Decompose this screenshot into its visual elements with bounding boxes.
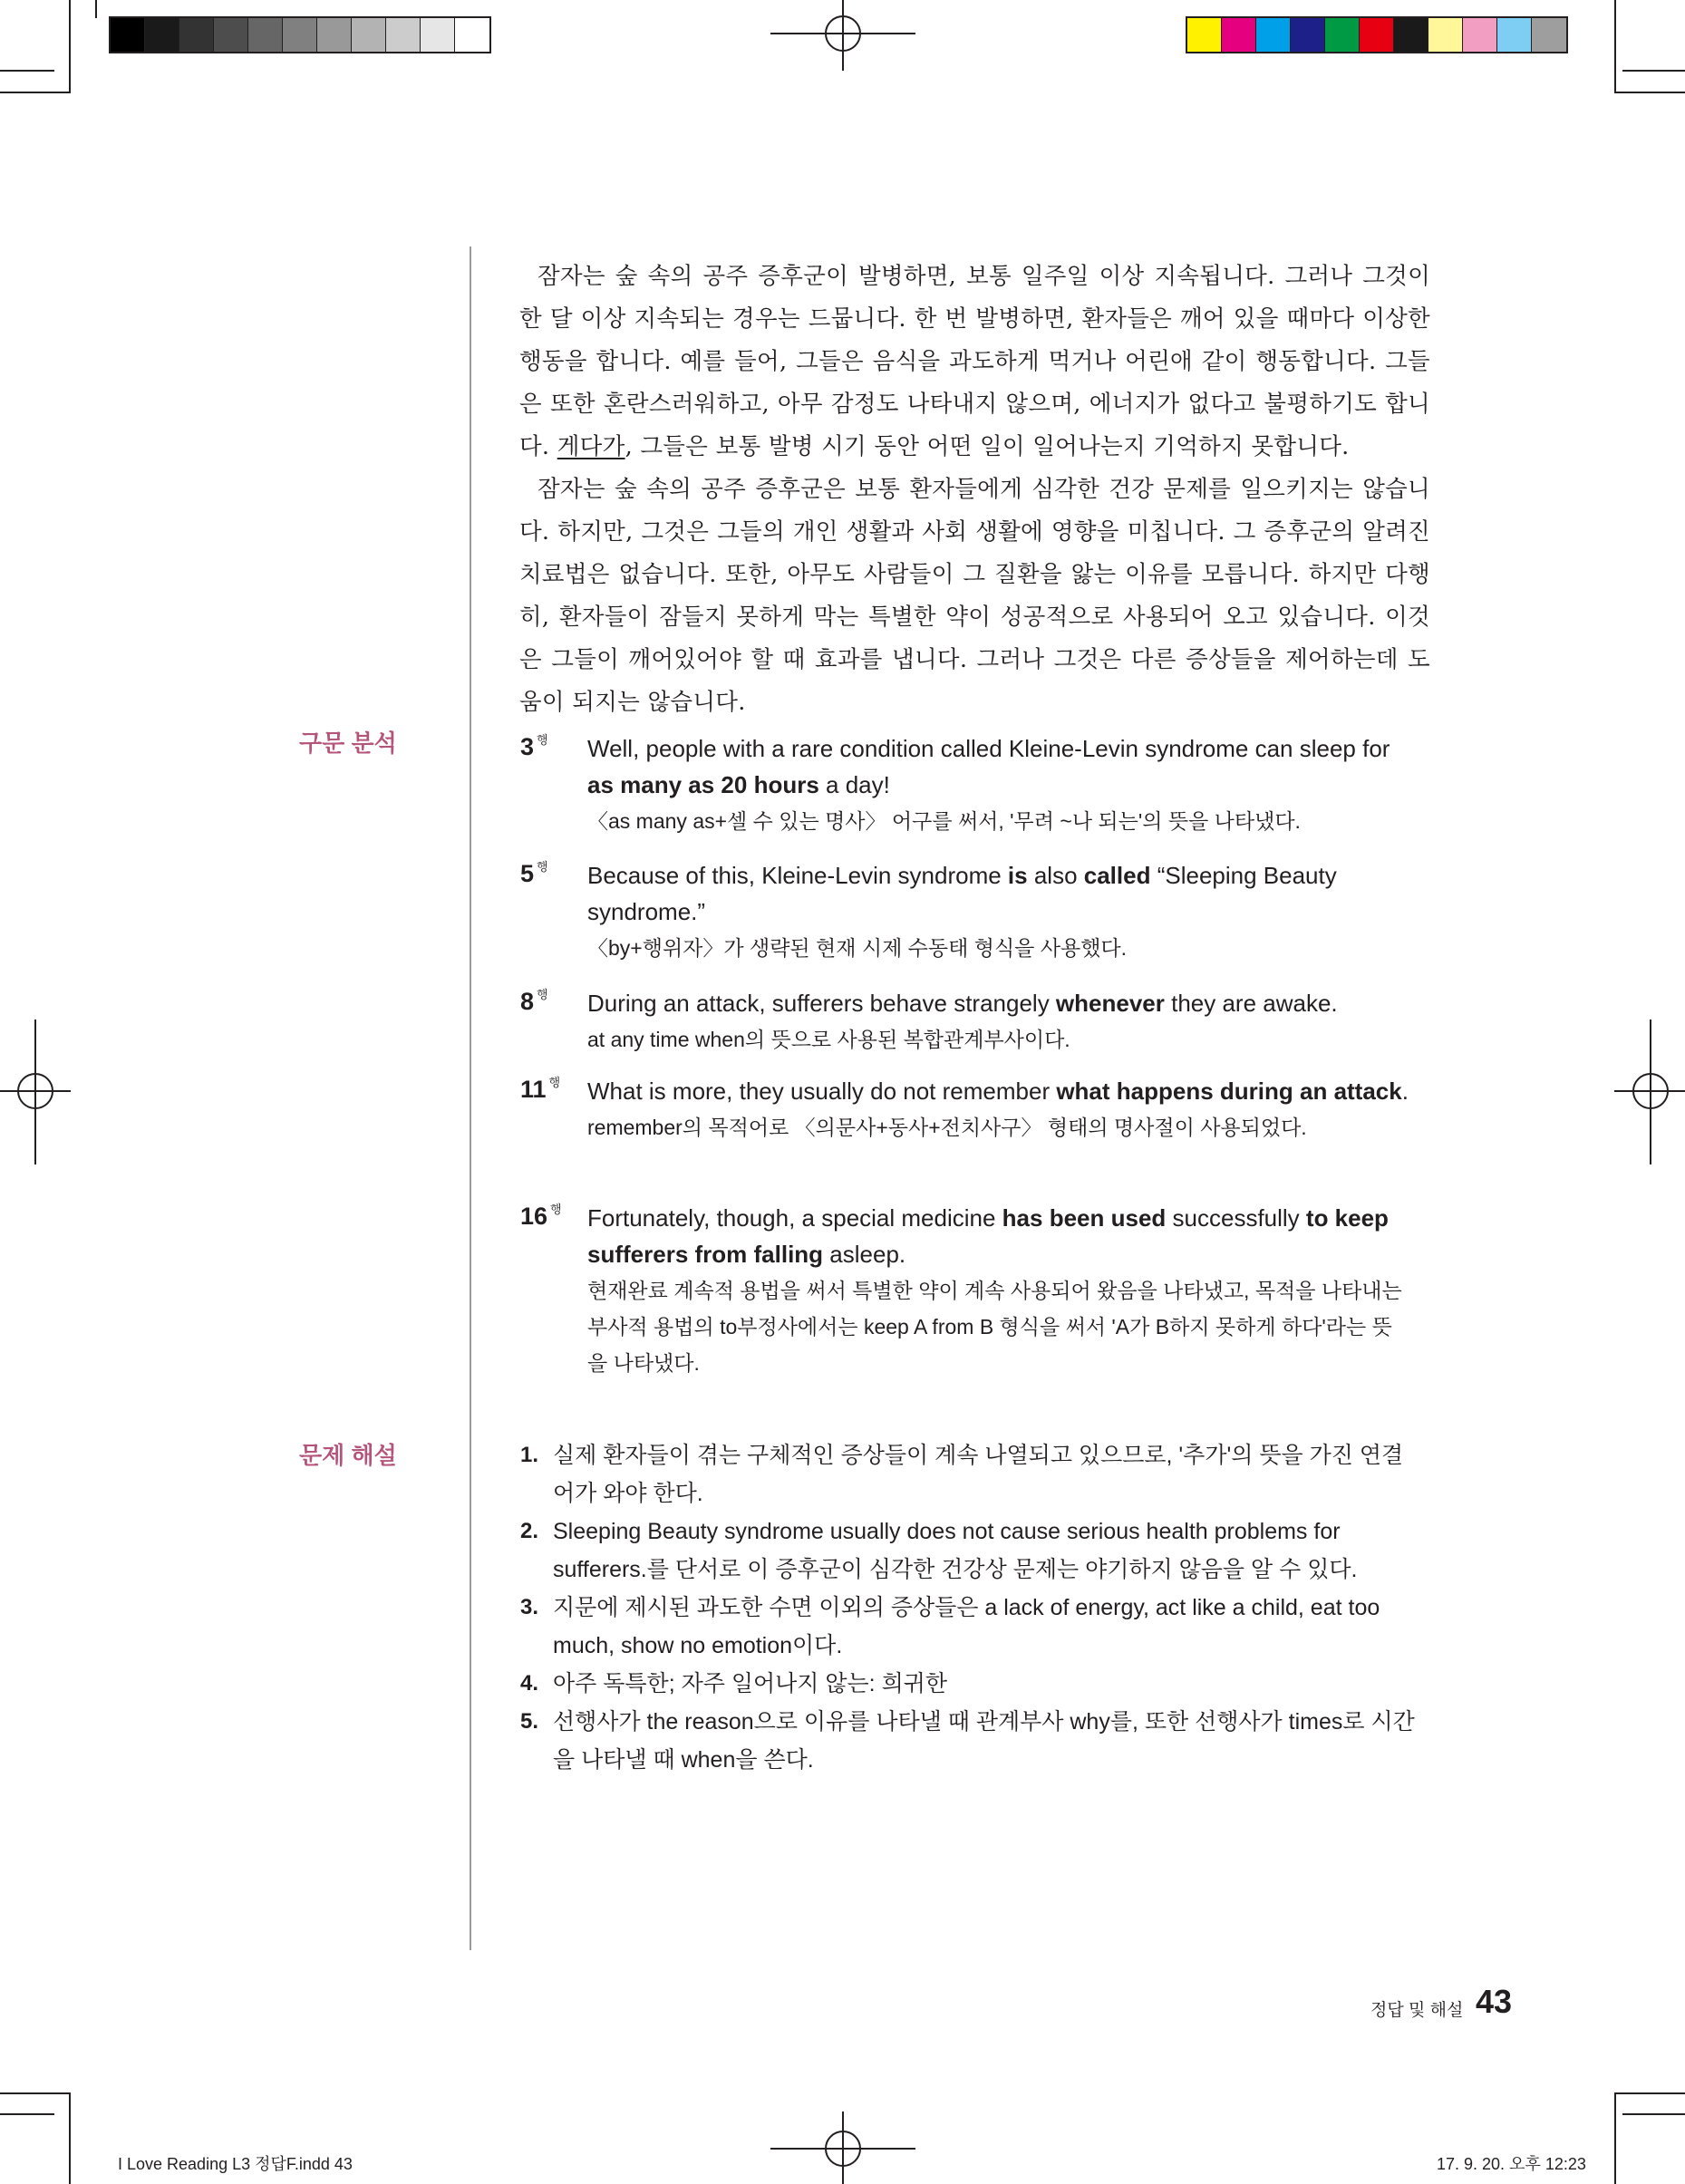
color-swatch: [1291, 18, 1325, 52]
translation-paragraph: [519, 256, 1430, 469]
bold-phrase: to keep sufferers from falling: [587, 1204, 1389, 1268]
bold-phrase: is: [1007, 862, 1028, 889]
line-unit: 행: [537, 988, 548, 1001]
bold-phrase: as many as 20 hours: [587, 771, 819, 798]
answer-number: 1.: [520, 1443, 539, 1467]
text-run: they are awake.: [1164, 990, 1338, 1017]
answer-text: 실제 환자들이 겪는 구체적인 증상들이 계속 나열되고 있으므로, '추가'의 뜻을 가진 연결어가 와야 한다.: [553, 1443, 1404, 1506]
bold-phrase: called: [1083, 862, 1151, 889]
answer-text: 선행사가 the reason으로 이유를 나타낼 때 관계부사 why를, 또한 선행사가 times로 시간을 나타낼 때 when을 쓴다.: [553, 1709, 1415, 1773]
answer-text: 아주 독특한; 자주 일어나지 않는: 희귀한: [553, 1671, 948, 1696]
column-divider: [470, 246, 471, 1950]
color-swatch: [283, 18, 317, 52]
color-swatch: [352, 18, 386, 52]
line-number: [520, 730, 548, 761]
color-swatch: [145, 18, 179, 52]
text-run: , 그들은 보통 발병 시기 동안 어떤 일이 일어나는지 기억하지 못합니다.: [625, 433, 1350, 460]
korean-translation: [519, 256, 1430, 724]
text-run: asleep.: [823, 1241, 906, 1268]
text-run: 잠자는 숲 속의 공주 증후군은 보통 환자들에게 심각한 건강 문제를 일으키지는 않습니다. 하지만, 그것은 그들의 개인 생활과 사회 생활에 영향을 미칩니다. 그 증후군의 알려진 치료법은 없습니다. 또한, 아무도 사람들이 그 질환을 앓는 이유를 모릅니다. 하지만 다행히, 환자들이 잠들지 못하게 막는 특별한 약이 성공적으로 사용되어 오고 있습니다. 이것은 그들이 깨어있어야 할 때 효과를 냅니다. 그러나 그것은 다른 증상들을 제어하는데 도움이 되지는 않습니다.: [519, 476, 1430, 716]
text-run: 잠자는 숲 속의 공주 증후군이 발병하면, 보통 일주일 이상 지속됩니다. 그러나 그것이 한 달 이상 지속되는 경우는 드뭅니다. 한 번 발병하면, 환자들은 깨어 있을 때마다 이상한 행동을 합니다. 예를 들어, 그들은 음식을 과도하게 먹거나 어린애 같이 행동합니다. 그들은 또한 혼란스러워하고, 아무 감정도 나타내지 않으며, 에너지가 없다고 불평하기도 합니다.: [519, 263, 1430, 460]
bold-phrase: what happens during an attack: [1056, 1078, 1402, 1105]
answer-text: Sleeping Beauty syndrome usually does not cause serious health problems for sufferers.를 단서로 이 증후군이 심각한 건강상 문제는 야기하지 않음을 알 수 있다.: [553, 1519, 1358, 1582]
translation-paragraph: [519, 469, 1430, 724]
color-swatch: [421, 18, 455, 52]
text-run: Well, people with a rare condition called Kleine-Levin syndrome can sleep for: [587, 735, 1390, 762]
color-swatch: [1187, 18, 1222, 52]
line-number: [520, 1073, 560, 1104]
grammar-section-label: 구문 분석: [299, 730, 397, 757]
color-swatch: [1360, 18, 1394, 52]
grayscale-color-bar: [109, 16, 491, 53]
line-unit: 행: [537, 860, 548, 874]
grammar-body: [587, 985, 1412, 1058]
slug-filename: I Love Reading L3 정답F.indd 43: [118, 2155, 353, 2173]
bold-phrase: whenever: [1055, 990, 1165, 1017]
answer-number: 5.: [520, 1709, 539, 1734]
line-unit: 행: [548, 1076, 561, 1089]
grammar-note: 〈by+행위자〉가 생략된 현재 시제 수동태 형식을 사용했다.: [587, 936, 1128, 960]
line-number-value: 11: [520, 1076, 547, 1103]
line-unit: 행: [550, 1203, 562, 1216]
slug-timestamp: 17. 9. 20. 오후 12:23: [1437, 2155, 1586, 2173]
grammar-note: 현재완료 계속적 용법을 써서 특별한 약이 계속 사용되어 왔음을 나타냈고, 목적을 나타내는 부사적 용법의 to부정사에서는 keep A from B 형식을 써서 'A가 B하지 못하게 하다'라는 뜻을 나타냈다.: [587, 1279, 1402, 1375]
color-swatch: [1532, 18, 1566, 52]
grammar-body: [587, 730, 1412, 839]
text-run: Fortunately, though, a special medicine: [587, 1204, 1002, 1232]
line-number-value: 16: [520, 1203, 548, 1230]
color-swatch: [1463, 18, 1497, 52]
grammar-body: [587, 1073, 1412, 1145]
grammar-note: at any time when의 뜻으로 사용된 복합관계부사이다.: [587, 1028, 1070, 1051]
text-run: a day!: [818, 771, 890, 798]
line-number-value: 8: [520, 988, 535, 1015]
grammar-note: remember의 목적어로 〈의문사+동사+전치사구〉 형태의 명사절이 사용되었다.: [587, 1116, 1307, 1139]
color-swatch: [111, 18, 145, 52]
color-swatch: [386, 18, 421, 52]
color-swatch: [1325, 18, 1360, 52]
example-sentence: [587, 730, 1412, 803]
grammar-body: [587, 857, 1412, 966]
answer-number: 2.: [520, 1519, 539, 1543]
bold-phrase: has been used: [1002, 1204, 1167, 1232]
example-sentence: [587, 857, 1412, 930]
line-number: [520, 1200, 562, 1231]
color-swatch: [248, 18, 283, 52]
answers-section-label: 문제 해설: [299, 1442, 397, 1469]
line-number: [520, 985, 548, 1016]
text-run: successfully: [1166, 1204, 1306, 1232]
color-swatch: [214, 18, 248, 52]
color-swatch: [1428, 18, 1463, 52]
grammar-note: 〈as many as+셀 수 있는 명사〉 어구를 써서, '무려 ~나 되는'의 뜻을 나타냈다.: [587, 809, 1301, 833]
color-swatch: [455, 18, 489, 52]
line-number: [520, 857, 548, 888]
color-swatch: [179, 18, 214, 52]
folio-label: 정답 및 해설: [1370, 2001, 1464, 2020]
color-swatch: [317, 18, 352, 52]
example-sentence: [587, 1200, 1412, 1272]
text-run: What is more, they usually do not remember: [587, 1078, 1057, 1105]
color-swatch: [1222, 18, 1256, 52]
line-number-value: 3: [520, 733, 535, 760]
color-swatch: [1394, 18, 1428, 52]
answer-number: 4.: [520, 1671, 539, 1696]
text-run: Because of this, Kleine-Levin syndrome: [587, 862, 1008, 889]
color-swatch: [1256, 18, 1291, 52]
answer-text: 지문에 제시된 과도한 수면 이외의 증상들은 a lack of energy, act like a child, eat too much, show no emotion이다.: [553, 1595, 1380, 1658]
text-run: During an attack, sufferers behave strangely: [587, 990, 1056, 1017]
text-run: “Sleeping Beauty syndrome.”: [587, 862, 1337, 925]
line-unit: 행: [537, 733, 548, 747]
text-run: .: [1401, 1078, 1409, 1105]
text-run: also: [1027, 862, 1084, 889]
page-number: 43: [1476, 1983, 1513, 2020]
line-number-value: 5: [520, 860, 535, 887]
answer-number: 3.: [520, 1595, 539, 1619]
underlined-phrase: 게다가: [557, 433, 625, 460]
example-sentence: [587, 985, 1412, 1021]
grammar-body: [587, 1200, 1412, 1381]
process-color-bar: [1186, 16, 1568, 53]
example-sentence: [587, 1073, 1412, 1109]
color-swatch: [1497, 18, 1532, 52]
